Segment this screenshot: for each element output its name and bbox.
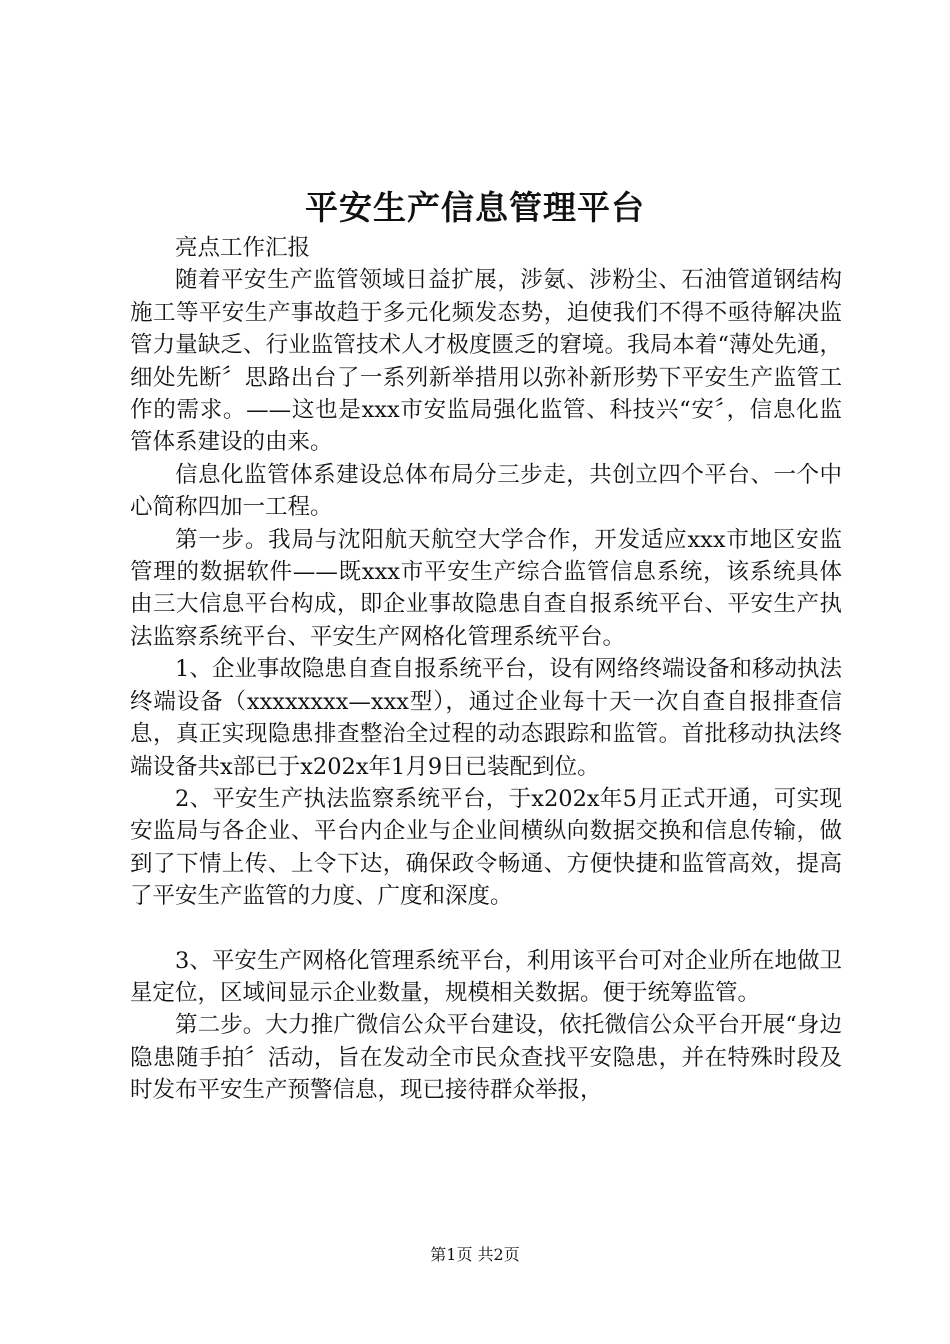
paragraph-item-1: 1、企业事故隐患自查自报系统平台，设有网络终端设备和移动执法终端设备（xxxxxxxx—xxx型），通过企业每十天一次自查自报排查信息，真正实现隐患排查整治全过程的动态跟踪和监管。首批移动执法终端设备共x部已于x202x年1月9日已装配到位。 <box>130 656 842 780</box>
paragraph-item-3: 3、平安生产网格化管理系统平台，利用该平台可对企业所在地做卫星定位，区域间显示企业数量，规模相关数据。便于统筹监管。 <box>130 947 842 1006</box>
document-body <box>130 232 842 1107</box>
paragraph-step-two: 第二步。大力推广微信公众平台建设，依托微信公众平台开展“身边隐患随手拍〞活动，旨在发动全市民众查找平安隐患，并在特殊时段及时发布平安生产预警信息，现已接待群众举报， <box>130 1012 842 1104</box>
paragraph-gap <box>130 913 842 945</box>
paragraph-item-2: 2、平安生产执法监察系统平台，于x202x年5月正式开通，可实现安监局与各企业、平台内企业与企业间横纵向数据交换和信息传输，做到了下情上传、上令下达，确保政令畅通、方便快捷和监管高效，提高了平安生产监管的力度、广度和深度。 <box>130 785 842 910</box>
page-footer: 第1页 共2页 <box>430 1245 520 1264</box>
paragraph-overall-layout: 信息化监管体系建设总体布局分三步走，共创立四个平台、一个中心简称四加一工程。 <box>130 461 842 521</box>
paragraph-subtitle: 亮点工作汇报 <box>175 235 311 261</box>
paragraph-step-one: 第一步。我局与沈阳航天航空大学合作，开发适应xxx市地区安监管理的数据软件——既xxx市平安生产综合监管信息系统，该系统具体由三大信息平台构成，即企业事故隐患自查自报系统平台、平安生产执法监察系统平台、平安生产网格化管理系统平台。 <box>130 526 842 650</box>
document-title: 平安生产信息管理平台 <box>305 188 645 227</box>
paragraph-background: 随着平安生产监管领域日益扩展，涉氨、涉粉尘、石油管道钢结构施工等平安生产事故趋于多元化频发态势，迫使我们不得不亟待解决监管力量缺乏、行业监管技术人才极度匮乏的窘境。我局本着“薄处先通，细处先断〞思路出台了一系列新举措用以弥补新形势下平安生产监管工作的需求。——这也是xxx市安监局强化监管、科技兴“安〞，信息化监管体系建设的由来。 <box>130 267 842 456</box>
